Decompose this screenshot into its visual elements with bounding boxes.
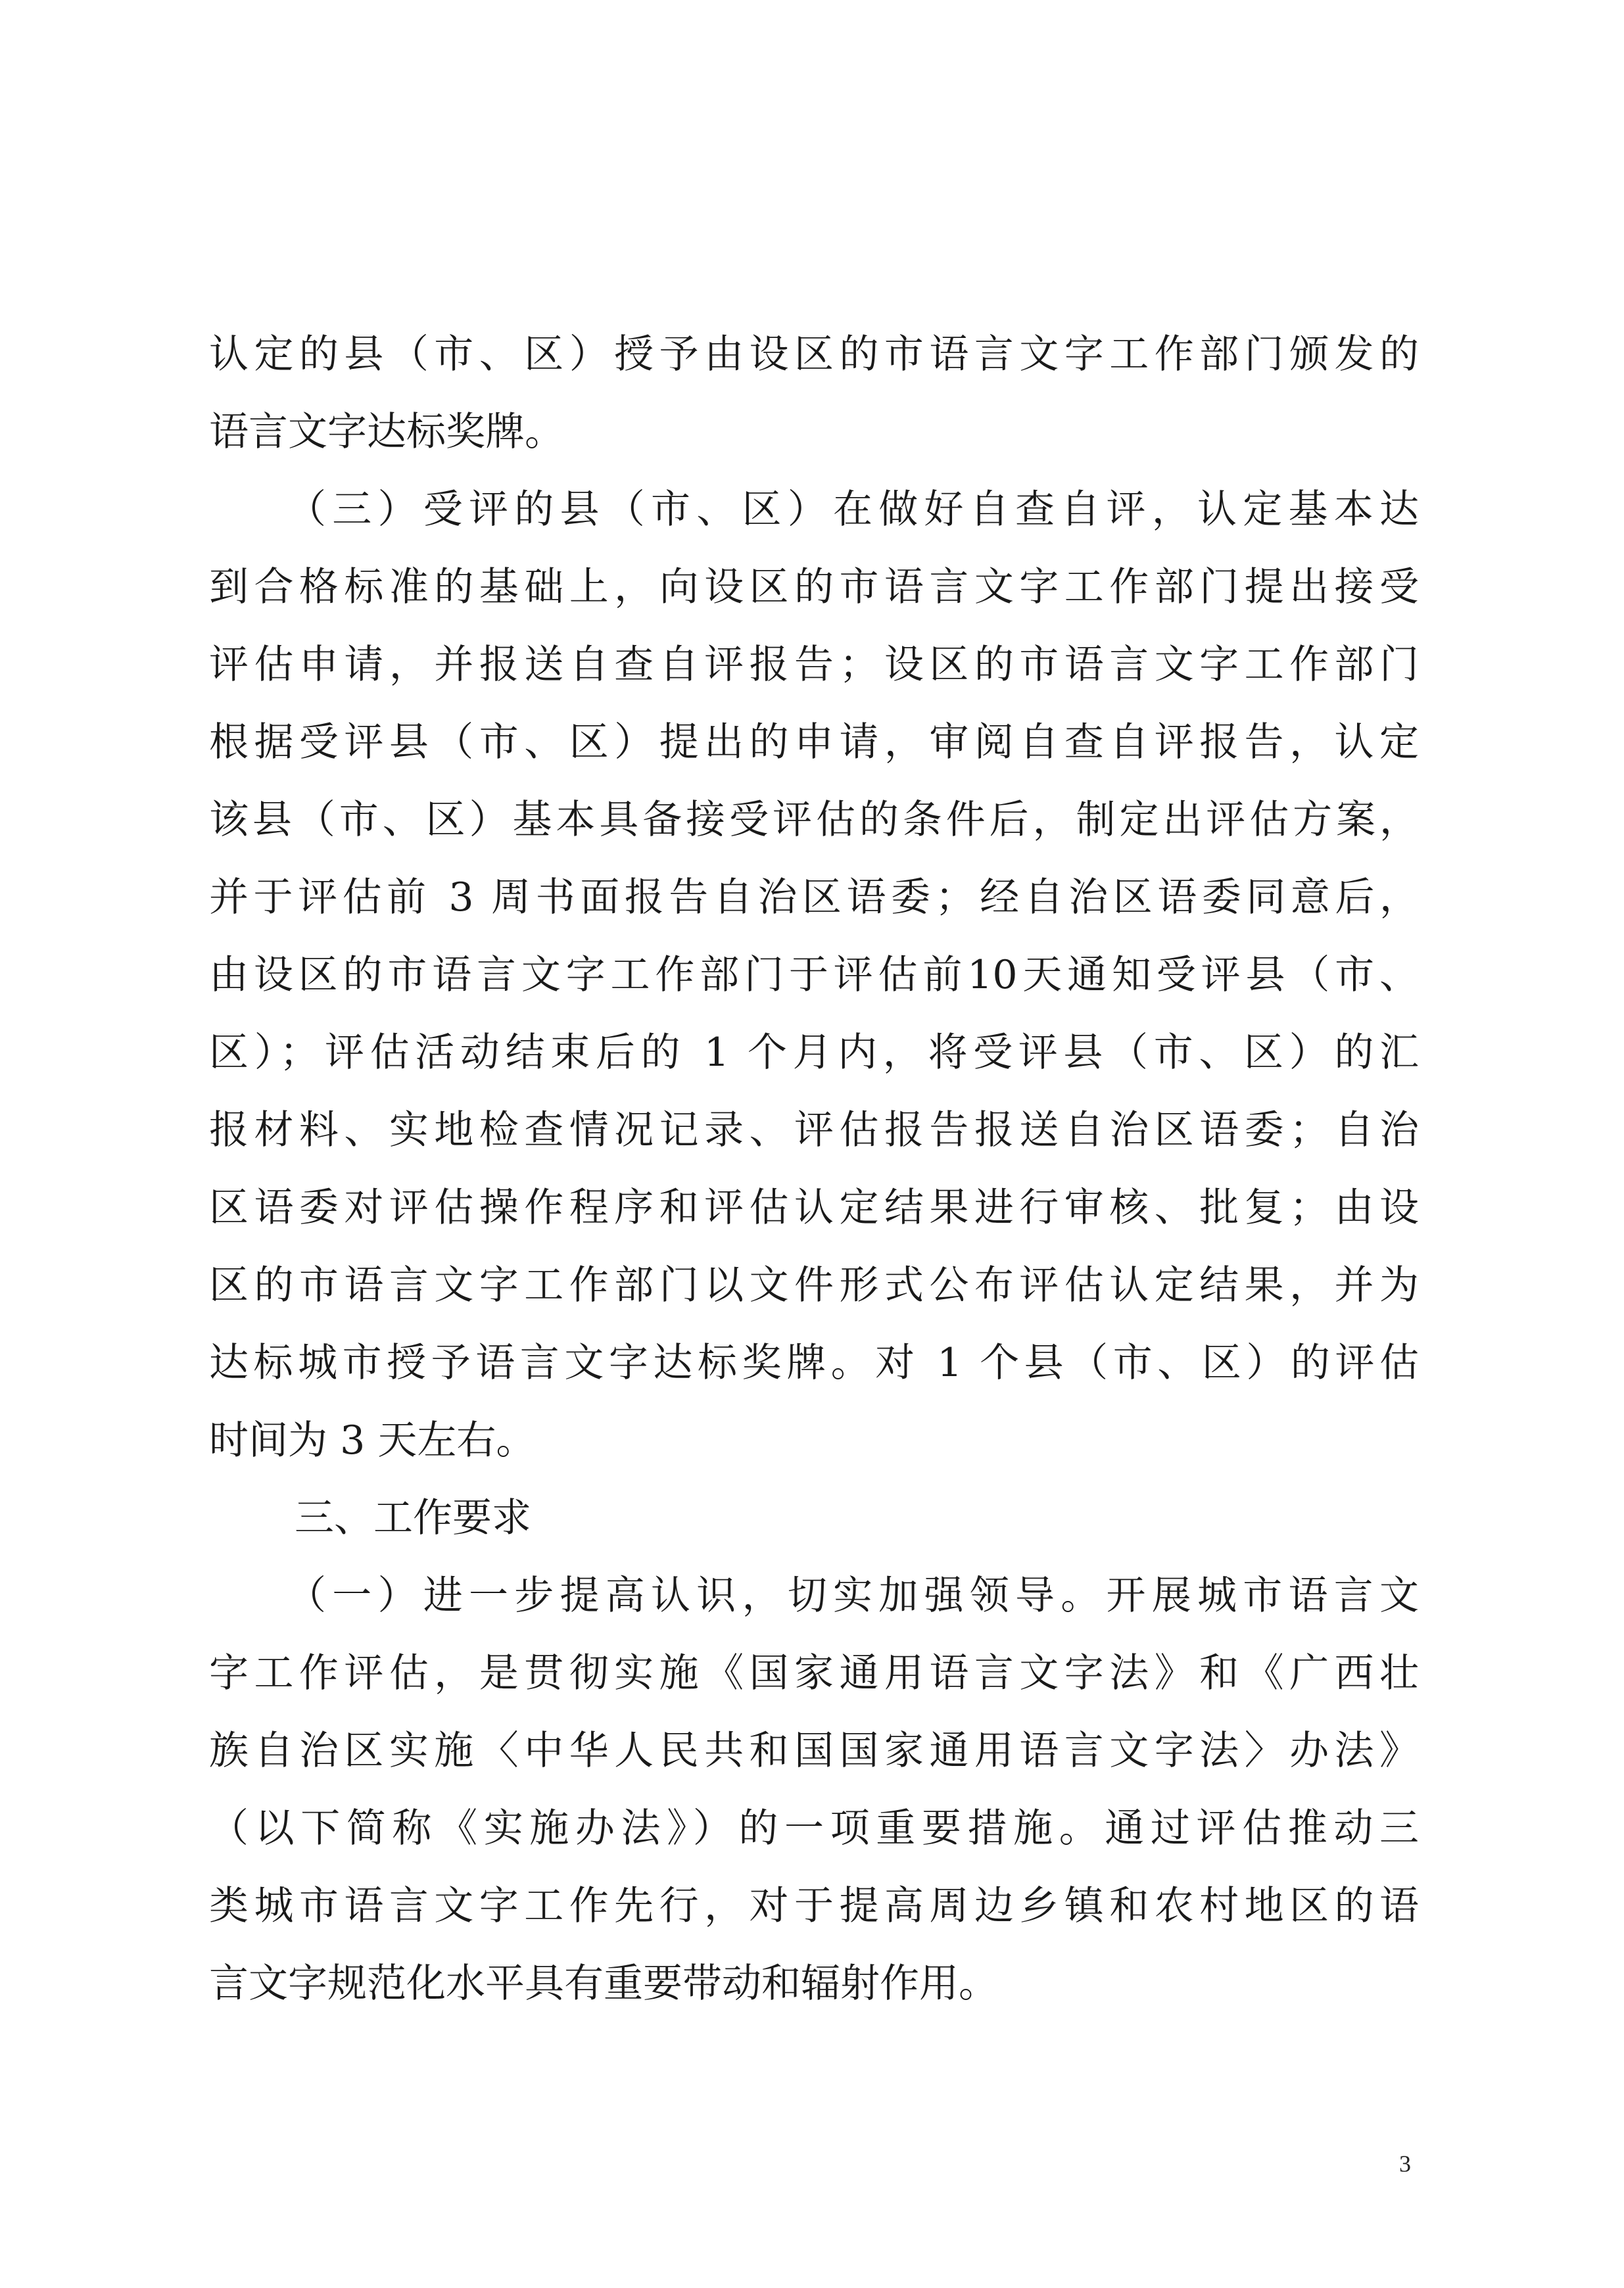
text-line: 时间为 3 天左右。 [209,1418,536,1464]
text-line: 区语委对评估操作程序和评估认定结果进行审核、批复；由设 [209,1185,1419,1231]
text-line: 根据受评县（市、区）提出的申请，审阅自查自评报告，认定 [209,719,1419,765]
text-line: 认定的县（市、区）授予由设区的市语言文字工作部门颁发的 [209,331,1419,377]
section-heading: 三、工作要求 [295,1495,531,1541]
text-line: 字工作评估，是贯彻实施《国家通用语言文字法》和《广西壮 [209,1650,1419,1696]
text-line: 到合格标准的基础上，向设区的市语言文字工作部门提出接受 [209,564,1419,610]
text-line: 言文字规范化水平具有重要带动和辐射作用。 [209,1961,998,2007]
text-line: 语言文字达标奖牌。 [209,409,564,455]
text-line: 族自治区实施〈中华人民共和国国家通用语言文字法〉办法》 [209,1728,1419,1774]
text-line: 达标城市授予语言文字达标奖牌。对 1 个县（市、区）的评估 [209,1340,1419,1386]
page-number: 3 [1399,2151,1411,2177]
paragraph-start-line: （三）受评的县（市、区）在做好自查自评，认定基本达 [287,487,1419,533]
body-text [209,316,1419,2022]
text-line: 该县（市、区）基本具备接受评估的条件后，制定出评估方案， [209,797,1419,843]
text-line: 类城市语言文字工作先行，对于提高周边乡镇和农村地区的语 [209,1883,1419,1929]
text-line: 区的市语言文字工作部门以文件形式公布评估认定结果，并为 [209,1262,1419,1308]
text-line: 区）；评估活动结束后的 1 个月内，将受评县（市、区）的汇 [209,1030,1419,1076]
text-line: 由设区的市语言文字工作部门于评估前10天通知受评县（市、 [209,952,1419,998]
text-line: （以下简称《实施办法》）的一项重要措施。通过评估推动三 [209,1805,1419,1851]
paragraph-start-line: （一）进一步提高认识，切实加强领导。开展城市语言文 [287,1573,1419,1619]
text-line: 评估申请，并报送自查自评报告；设区的市语言文字工作部门 [209,642,1419,688]
text-line: 报材料、实地检查情况记录、评估报告报送自治区语委；自治 [209,1107,1419,1153]
text-line: 并于评估前 3 周书面报告自治区语委；经自治区语委同意后， [209,874,1419,920]
